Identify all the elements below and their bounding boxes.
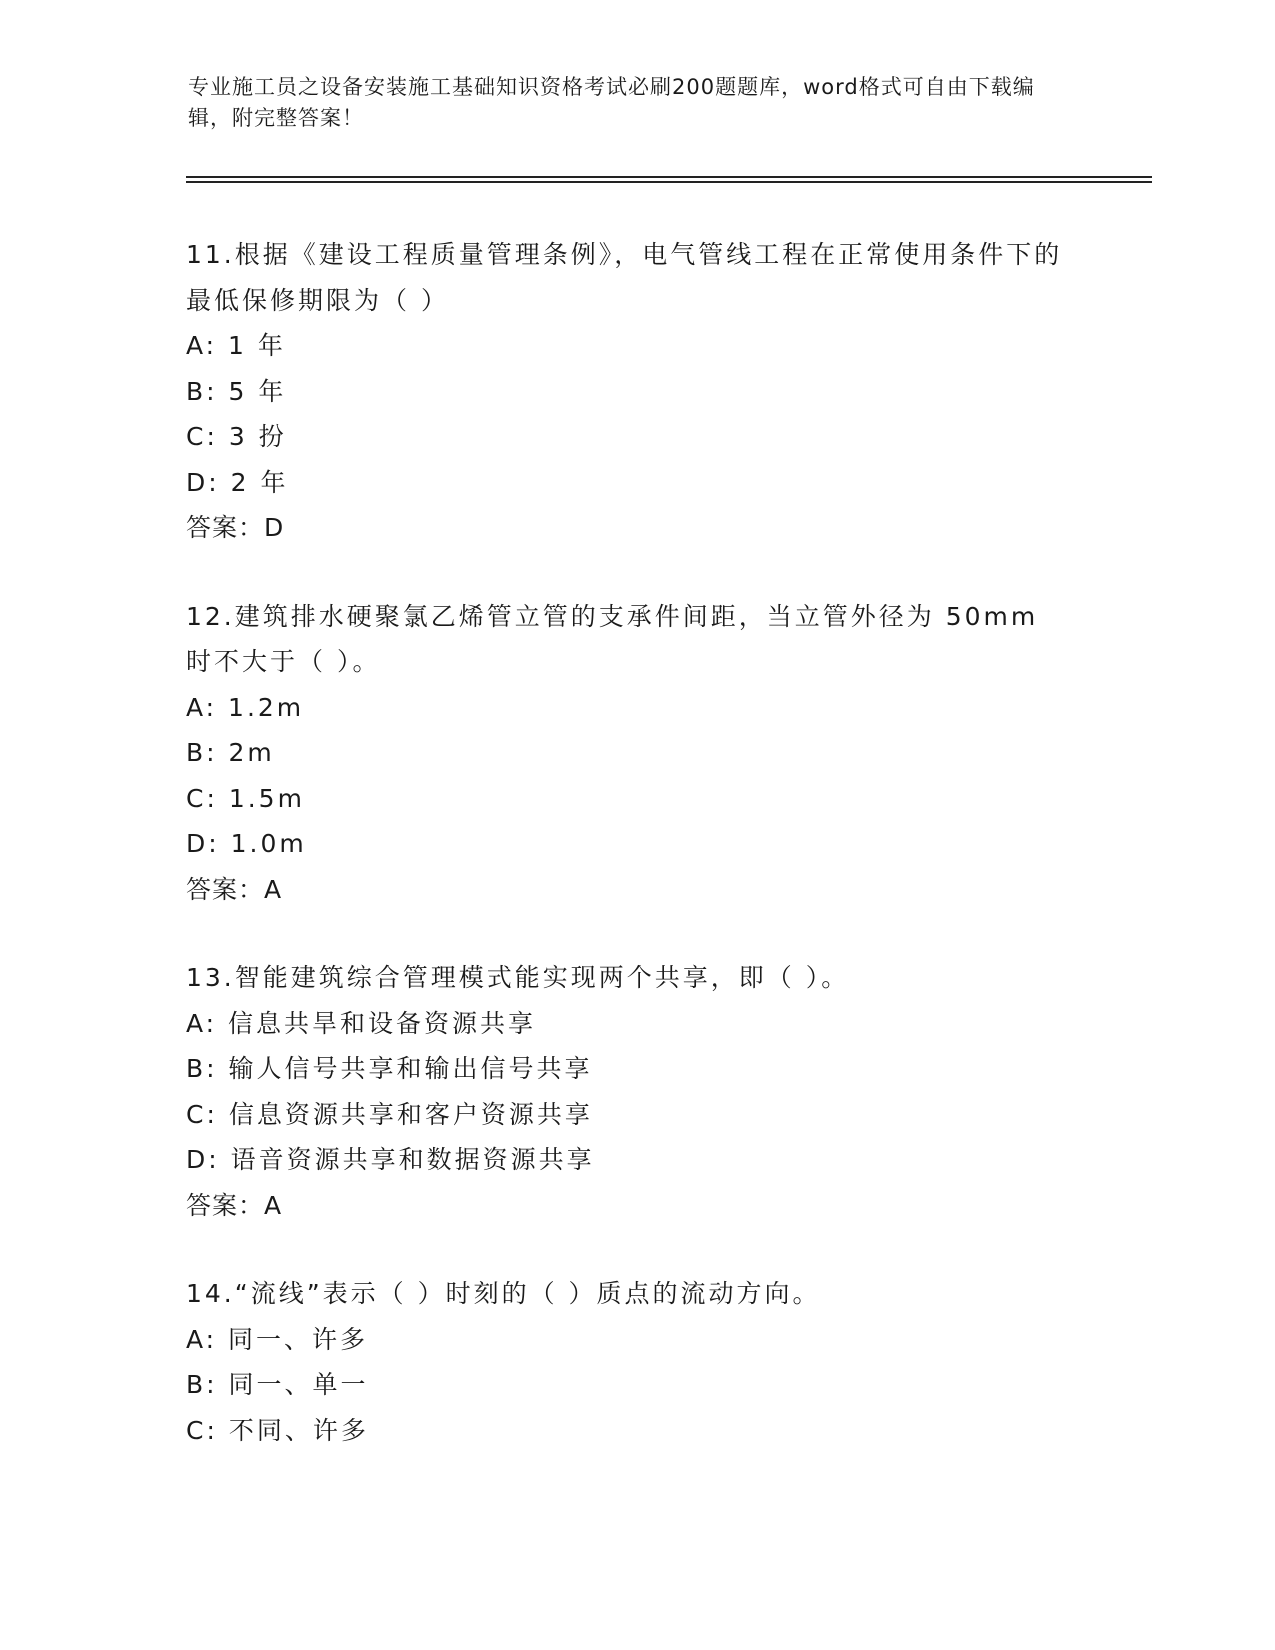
question-stem: 14.“流线”表示（ ）时刻的（ ）质点的流动方向。 [186, 1279, 821, 1308]
option-a: A: 1 年 [186, 331, 286, 360]
question-11 [186, 232, 1086, 551]
option-b: B: 5 年 [186, 376, 287, 406]
option-d: D: 1.0m [186, 829, 307, 858]
option-d: D: 语音资源共享和数据资源共享 [186, 1145, 595, 1174]
answer-line: 答案：D [186, 513, 285, 542]
header-rule-bottom [186, 181, 1152, 183]
question-stem: 12.建筑排水硬聚氯乙烯管立管的支承件间距，当立管外径为 50mm 时不大于（ ）。 [186, 601, 1039, 676]
option-c: C: 3 扮 [186, 422, 287, 451]
option-d: D: 2 年 [186, 467, 289, 497]
header-rule-top [186, 176, 1152, 178]
question-stem: 11.根据《建设工程质量管理条例》，电气管线工程在正常使用条件下的最低保修期限为（ ） [186, 240, 1063, 315]
question-12 [186, 594, 1086, 913]
answer-line: 答案：A [186, 1190, 283, 1220]
option-c: C: 1.5m [186, 783, 305, 813]
option-b: B: 同一、单一 [186, 1370, 369, 1399]
option-b: B: 输人信号共享和输出信号共享 [186, 1054, 593, 1083]
option-a: A: 同一、许多 [186, 1324, 369, 1354]
option-b: B: 2m [186, 738, 275, 767]
question-list [186, 232, 1086, 1496]
option-c: C: 信息资源共享和客户资源共享 [186, 1099, 593, 1129]
option-a: A: 1.2m [186, 692, 305, 722]
question-stem: 13.智能建筑综合管理模式能实现两个共享，即（ ）。 [186, 963, 850, 992]
option-a: A: 信息共旱和设备资源共享 [186, 1008, 537, 1038]
question-13 [186, 955, 1086, 1228]
question-14 [186, 1271, 1086, 1453]
document-header: 专业施工员之设备安装施工基础知识资格考试必刷200题题库，word格式可自由下载编辑，附完整答案！ [188, 75, 1035, 130]
answer-line: 答案：A [186, 874, 283, 904]
option-c: C: 不同、许多 [186, 1415, 369, 1445]
